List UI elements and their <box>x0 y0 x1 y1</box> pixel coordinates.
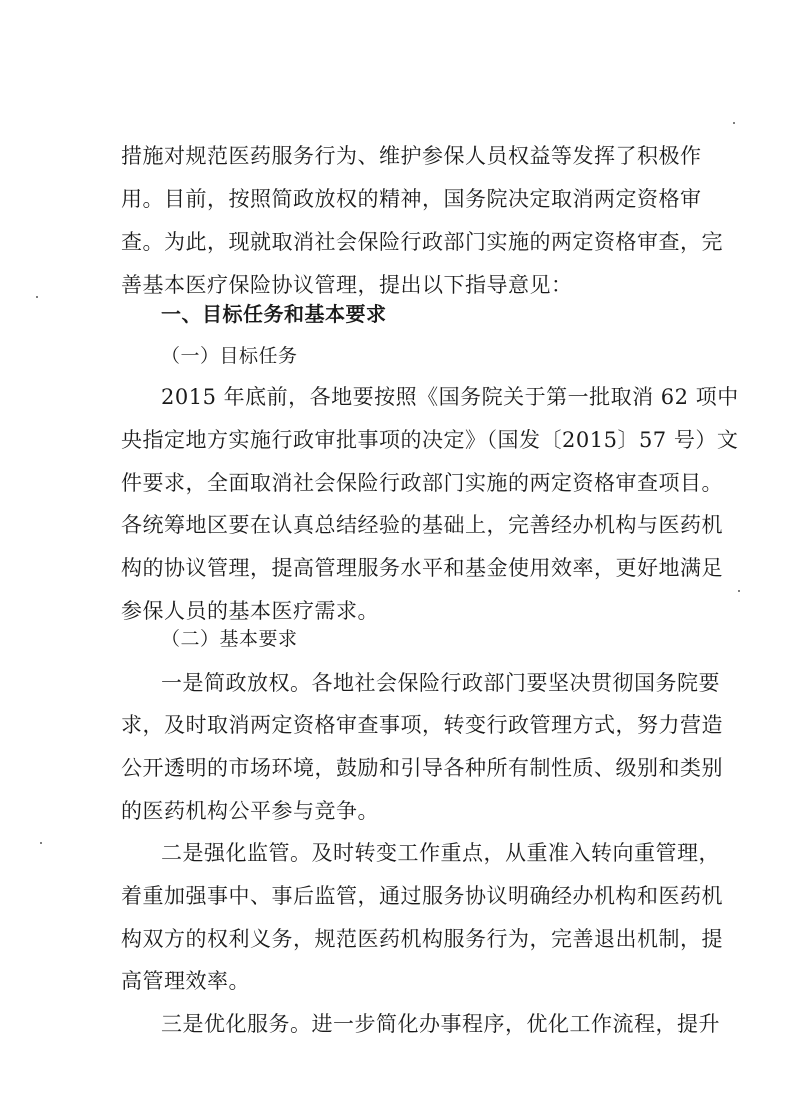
scan-speck <box>733 122 735 124</box>
body-text-line: 件要求，全面取消社会保险行政部门实施的两定资格审查项目。 <box>121 471 723 495</box>
section-heading: 一、目标任务和基本要求 <box>161 302 387 326</box>
body-text-line: 三是优化服务。进一步简化办事程序，优化工作流程，提升 <box>161 1012 720 1036</box>
body-text-line: 各统筹地区要在认真总结经验的基础上，完善经办机构与医药机 <box>121 513 723 537</box>
body-text-line: 查。为此，现就取消社会保险行政部门实施的两定资格审查，完 <box>121 230 723 254</box>
body-text-line: 高管理效率。 <box>121 969 250 993</box>
body-text-line: 二是强化监管。及时转变工作重点，从重准入转向重管理， <box>161 841 720 865</box>
body-text-line: 着重加强事中、事后监管，通过服务协议明确经办机构和医药机 <box>121 884 723 908</box>
body-text-line: 求，及时取消两定资格审查事项，转变行政管理方式，努力营造 <box>121 713 723 737</box>
body-text-line: 措施对规范医药服务行为、维护参保人员权益等发挥了积极作 <box>121 144 702 168</box>
body-text-line: 构的协议管理，提高管理服务水平和基金使用效率，更好地满足 <box>121 556 723 580</box>
body-text-line: 一是简政放权。各地社会保险行政部门要坚决贯彻国务院要 <box>161 671 720 695</box>
subsection-heading: （一）目标任务 <box>161 345 298 367</box>
body-text-line: 善基本医疗保险协议管理，提出以下指导意见： <box>121 273 573 297</box>
body-text-line: 央指定地方实施行政审批事项的决定》（国发〔2015〕57 号）文 <box>121 428 739 452</box>
scan-speck <box>36 296 38 298</box>
body-text-line: 公开透明的市场环境，鼓励和引导各种所有制性质、级别和类别 <box>121 756 723 780</box>
scan-speck <box>738 590 740 592</box>
scan-speck <box>40 842 42 844</box>
body-text-line: 2015 年底前，各地要按照《国务院关于第一批取消 62 项中 <box>161 385 739 409</box>
body-text-line: 构双方的权利义务，规范医药机构服务行为，完善退出机制，提 <box>121 927 723 951</box>
subsection-heading: （二）基本要求 <box>161 628 298 650</box>
body-text-line: 参保人员的基本医疗需求。 <box>121 599 379 623</box>
body-text-line: 的医药机构公平参与竞争。 <box>121 799 379 823</box>
body-text-line: 用。目前，按照简政放权的精神，国务院决定取消两定资格审 <box>121 187 702 211</box>
